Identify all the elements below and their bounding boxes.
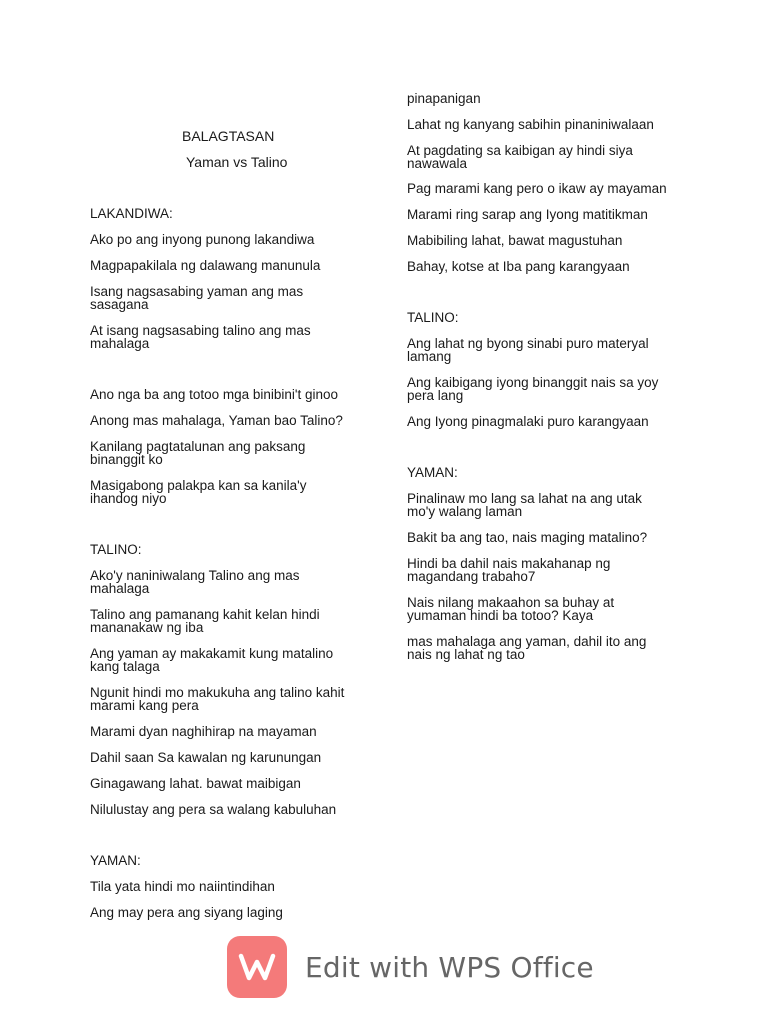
verse-line: Bahay, kotse at Iba pang karangyaan [407, 259, 630, 274]
verse-line: Marami dyan naghihirap na mayaman [90, 724, 317, 739]
document-title: BALAGTASAN [182, 128, 275, 144]
verse-line: Masigabong palakpa kan sa kanila'y ihandog niyo [90, 478, 307, 506]
verse-line: Ang kaibigang iyong binanggit nais sa yoy pera lang [407, 375, 659, 403]
verse-line: At isang nagsasabing talino ang mas mahalaga [90, 323, 311, 351]
verse-line: Kanilang pagtatalunan ang paksang binanggit ko [90, 439, 306, 467]
verse-line: Mabibiling lahat, bawat magustuhan [407, 233, 623, 248]
verse-line: Ako'y naniniwalang Talino ang mas mahalaga [90, 568, 300, 596]
verse-line: Ginagawang lahat. bawat maibigan [90, 776, 301, 791]
verse-line: Ano nga ba ang totoo mga binibini't ginoo [90, 387, 339, 402]
verse-line: Hindi ba dahil nais makahanap ng magandang trabaho7 [407, 556, 611, 584]
verse-line: mas mahalaga ang yaman, dahil ito ang nais ng lahat ng tao [407, 634, 647, 662]
verse-line: At pagdating sa kaibigan ay hindi siya nawawala [407, 143, 633, 171]
section-heading: LAKANDIWA: [90, 206, 173, 221]
verse-line: Ang may pera ang siyang laging [90, 905, 283, 920]
wps-logo-icon [227, 936, 287, 998]
wps-edit-banner[interactable] [227, 936, 594, 998]
verse-line: Lahat ng kanyang sabihin pinaniniwalaan [407, 117, 654, 132]
verse-line: Bakit ba ang tao, nais maging matalino? [407, 530, 648, 545]
verse-line: Nilulustay ang pera sa walang kabuluhan [90, 802, 337, 817]
verse-line: Isang nagsasabing yaman ang mas sasagana [90, 284, 304, 312]
verse-line: Ngunit hindi mo makukuha ang talino kahit marami kang pera [90, 685, 345, 713]
verse-line: Anong mas mahalaga, Yaman bao Talino? [90, 413, 343, 428]
verse-line: Magpapakilala ng dalawang manunula [90, 258, 321, 273]
section-heading: TALINO: [407, 310, 459, 325]
verse-line: Nais nilang makaahon sa buhay at yumaman hindi ba totoo? Kaya [407, 595, 615, 623]
section-heading: YAMAN: [90, 853, 141, 868]
verse-line: Tila yata hindi mo naiintindihan [90, 879, 275, 894]
verse-line: Pag marami kang pero o ikaw ay mayaman [407, 181, 667, 196]
document-subtitle: Yaman vs Talino [186, 154, 288, 170]
verse-line: Ang yaman ay makakamit kung matalino kang talaga [90, 646, 334, 674]
verse-line: Ako po ang inyong punong lakandiwa [90, 232, 315, 247]
verse-line: Marami ring sarap ang Iyong matitikman [407, 207, 648, 222]
verse-line: Talino ang pamanang kahit kelan hindi mananakaw ng iba [90, 607, 320, 635]
section-heading: YAMAN: [407, 465, 458, 480]
verse-line: Pinalinaw mo lang sa lahat na ang utak mo'y walang laman [407, 491, 642, 519]
verse-line: Dahil saan Sa kawalan ng karunungan [90, 750, 322, 765]
verse-line: Ang Iyong pinagmalaki puro karangyaan [407, 414, 649, 429]
section-heading: TALINO: [90, 542, 142, 557]
wps-edit-label: Edit with WPS Office [305, 950, 594, 984]
verse-line: pinapanigan [407, 91, 481, 106]
verse-line: Ang lahat ng byong sinabi puro materyal lamang [407, 336, 649, 364]
